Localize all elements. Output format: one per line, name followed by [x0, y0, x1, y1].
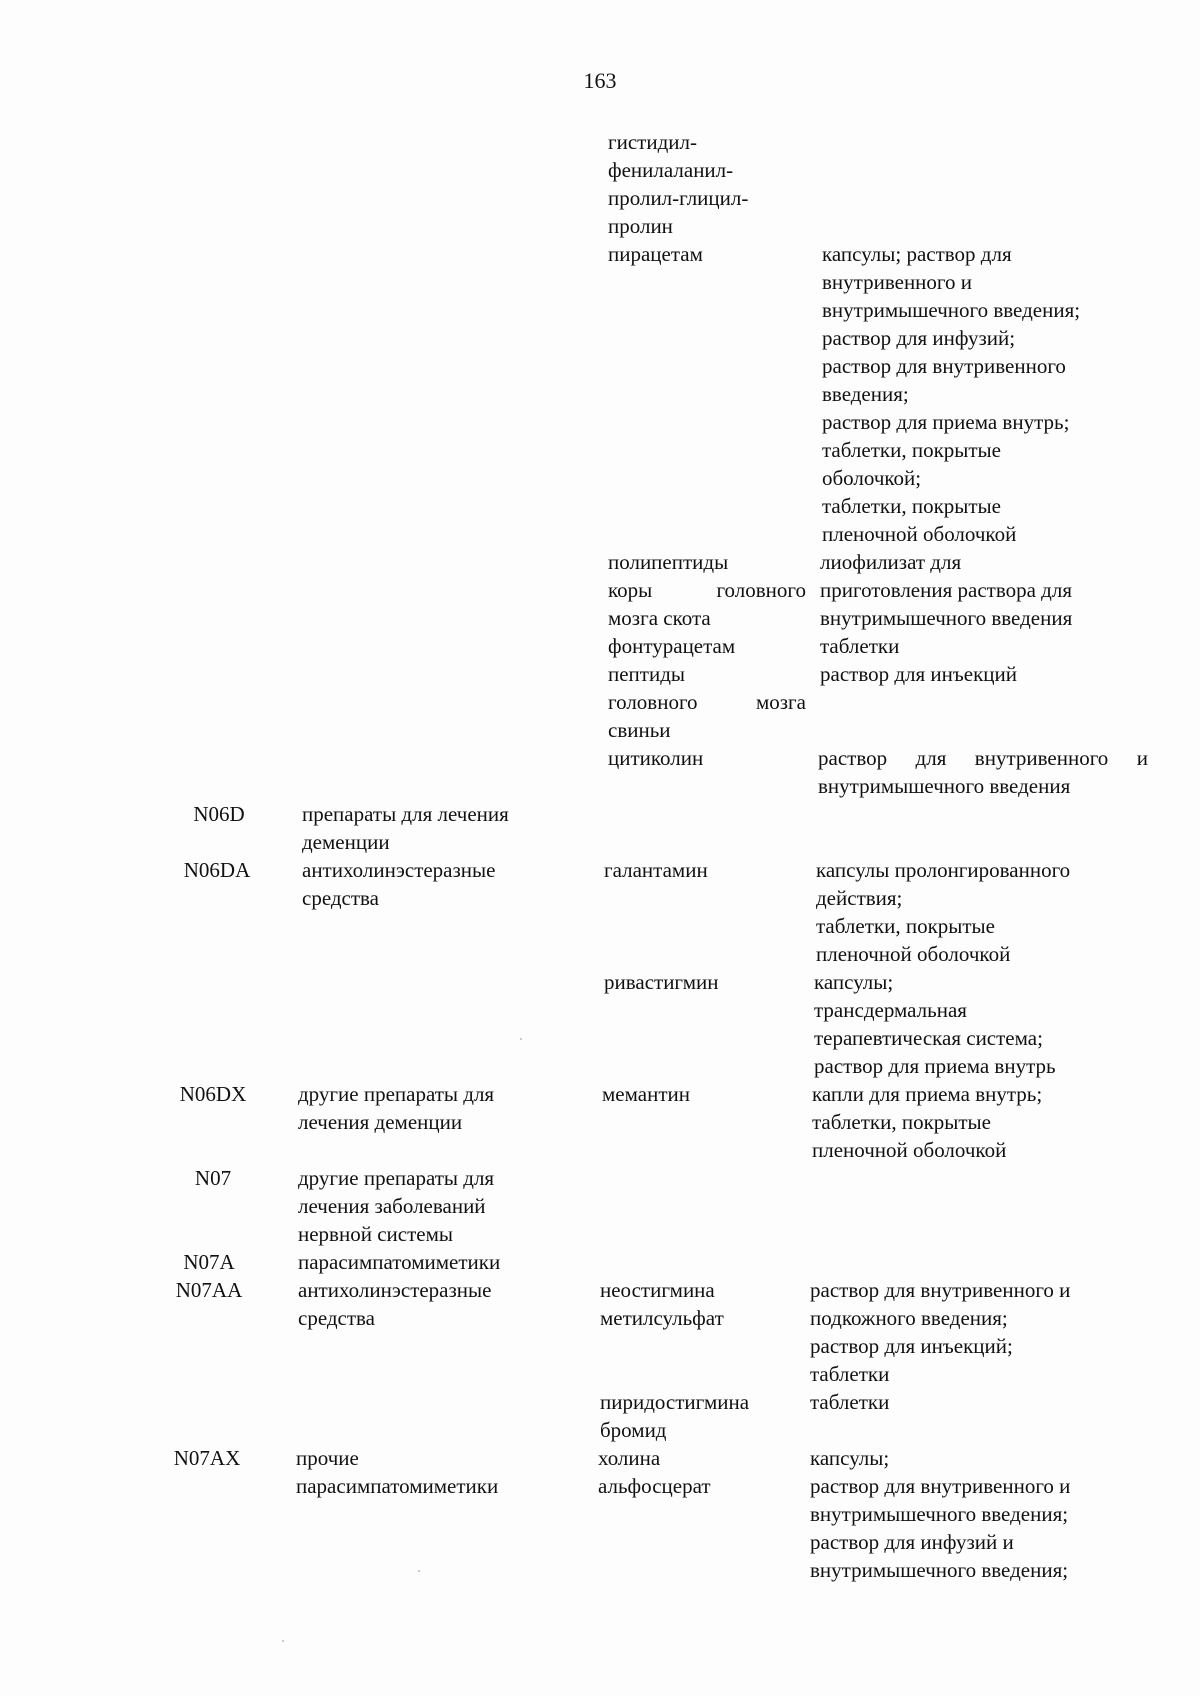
drug-name: галантамин	[604, 858, 708, 882]
atc-code: N07A	[183, 1250, 235, 1274]
page-number: 163	[583, 68, 617, 93]
group-name: другие препараты для лечения заболеваний нервной системы	[298, 1166, 495, 1246]
drug-name: фонтурацетам	[608, 634, 736, 658]
drug-name: пирацетам	[608, 242, 703, 266]
dosage-form: капли для приема внутрь; таблетки, покрытые пленочной оболочкой	[812, 1082, 1043, 1162]
drug-name: пептиды головного мозга свиньи	[608, 662, 806, 742]
drug-name: холина альфосцерат	[598, 1446, 711, 1498]
drug-name: пиридостигмина бромид	[600, 1390, 750, 1442]
drug-name: цитиколин	[608, 746, 704, 770]
dosage-form: раствор для внутривенного и внутримышечного введения	[818, 746, 1148, 798]
atc-code: N07AX	[173, 1446, 241, 1470]
dosage-form: капсулы; раствор для внутривенного и внутримышечного введения; раствор для инфузий и внутримышечного введения;	[810, 1446, 1071, 1582]
group-name: антихолинэстеразные средства	[298, 1278, 492, 1330]
dosage-form: таблетки	[820, 634, 900, 658]
dosage-form: раствор для инъекций	[820, 662, 1017, 686]
atc-code: N06DA	[183, 858, 251, 882]
drug-name: ривастигмин	[604, 970, 719, 994]
group-name: антихолинэстеразные средства	[302, 858, 496, 910]
group-name: прочие парасимпатомиметики	[296, 1446, 499, 1498]
drug-name: гистидил- фенилаланил- пролил-глицил- пролин	[608, 130, 749, 238]
group-name: парасимпатомиметики	[298, 1250, 501, 1274]
dosage-form: таблетки	[810, 1390, 890, 1414]
dosage-form: капсулы; трансдермальная терапевтическая система; раствор для приема внутрь	[814, 970, 1056, 1078]
dosage-form: лиофилизат для приготовления раствора для внутримышечного введения	[820, 550, 1073, 630]
group-name: препараты для лечения деменции	[302, 802, 509, 854]
dosage-form: капсулы; раствор для внутривенного и внутримышечного введения; раствор для инфузий; раствор для внутривенного введения; раствор для приема внутрь; таблетки, покрытые оболочкой; таблетки, покрытые пленочной оболочкой	[822, 242, 1081, 546]
atc-code: N06D	[193, 802, 245, 826]
atc-code: N07	[194, 1166, 232, 1190]
dosage-form: капсулы пролонгированного действия; таблетки, покрытые пленочной оболочкой	[816, 858, 1071, 966]
dosage-form: раствор для внутривенного и подкожного введения; раствор для инъекций; таблетки	[810, 1278, 1071, 1386]
drug-name: неостигмина метилсульфат	[600, 1278, 724, 1330]
atc-code: N07AA	[175, 1278, 243, 1302]
drug-name: полипептиды коры головного мозга скота	[608, 550, 806, 630]
drug-name: мемантин	[602, 1082, 690, 1106]
group-name: другие препараты для лечения деменции	[298, 1082, 495, 1134]
atc-code: N06DX	[179, 1082, 247, 1106]
